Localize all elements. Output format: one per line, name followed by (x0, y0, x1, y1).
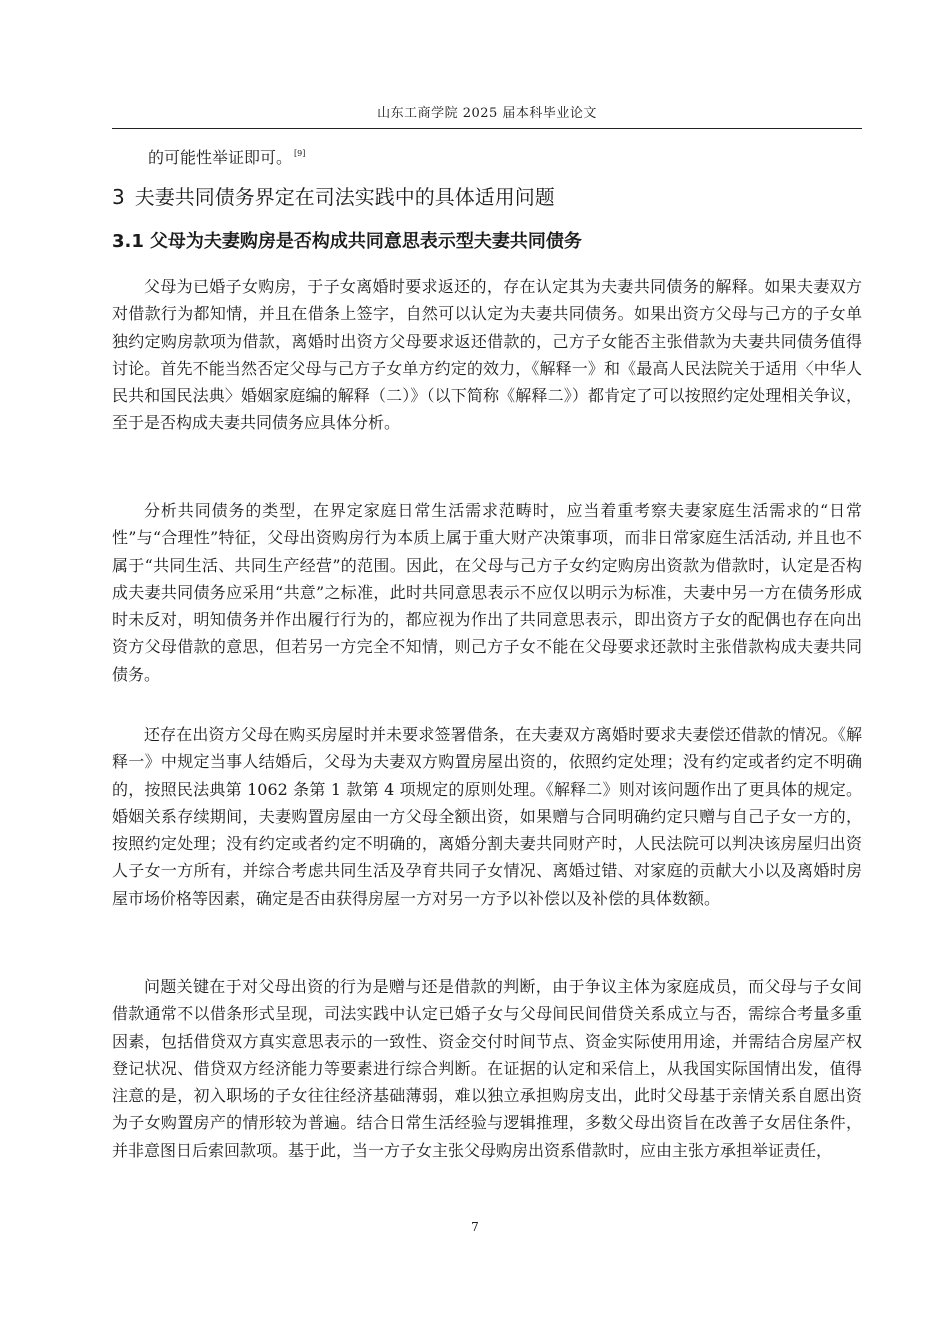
section-heading (112, 182, 555, 212)
paragraph: 还存在出资方父母在购买房屋时并未要求签署借条，在夫妻双方离婚时要求夫妻偿还借款的情况。《解释一》中规定当事人结婚后，父母为夫妻双方购置房屋出资的，依照约定处理；没有约定或者约定不明确的，按照民法典第 1062 条第 1 款第 4 项规定的原则处理。《解释二》则对该问题作出了更具体的规定。婚姻关系存续期间，夫妻购置房屋由一方父母全额出资，如果赠与合同明确约定只赠与自己子女一方的，按照约定处理；没有约定或者约定不明确的，离婚分割夫妻共同财产时，人民法院可以判决该房屋归出资人子女一方所有，并综合考虑共同生活及孕育共同子女情况、离婚过错、对家庭的贡献大小以及离婚时房屋市场价格等因素，确定是否由获得房屋一方对另一方予以补偿以及补偿的具体数额。 (112, 725, 862, 908)
subsection-number: 3.1 (112, 231, 144, 252)
page-number: 7 (471, 1220, 479, 1234)
continuation-line (148, 142, 305, 170)
section-number: 3 (112, 185, 125, 209)
header-rule (112, 128, 862, 129)
subsection-title: 父母为夫妻购房是否构成共同意思表示型夫妻共同债务 (149, 231, 582, 252)
subsection-heading (112, 228, 582, 256)
citation-marker: [9] (294, 149, 306, 158)
section-title: 夫妻共同债务界定在司法实践中的具体适用问题 (134, 185, 555, 209)
continuation-text: 的可能性举证即可。 (148, 148, 293, 167)
paragraph: 分析共同债务的类型，在界定家庭日常生活需求范畴时，应当着重考察夫妻家庭生活需求的“日常性”与“合理性”特征，父母出资购房行为本质上属于重大财产决策事项，而非日常家庭生活活动, 并且也不属于“共同生活、共同生产经营”的范围。因此，在父母与己方子女约定购房出资款为借款时，认定是否构成夫妻共同债务应采用“共意”之标准，此时共同意思表示不应仅以明示为标准，夫妻中另一方在债务形成时未反对，明知债务并作出履行行为的，都应视为作出了共同意思表示，即出资方子女的配偶也存在向出资方父母借款的意思，但若另一方完全不知情，则己方子女不能在父母要求还款时主张借款构成夫妻共同债务。 (112, 501, 862, 684)
paragraph: 问题关键在于对父母出资的行为是赠与还是借款的判断，由于争议主体为家庭成员，而父母与子女间借款通常不以借条形式呈现，司法实践中认定已婚子女与父母间民间借贷关系成立与否，需综合考量多重因素，包括借贷双方真实意思表示的一致性、资金交付时间节点、资金实际使用用途，并需结合房屋产权登记状况、借贷双方经济能力等要素进行综合判断。在证据的认定和采信上，从我国实际国情出发，值得注意的是，初入职场的子女往往经济基础薄弱，难以独立承担购房支出，此时父母基于亲情关系自愿出资为子女购置房产的情形较为普遍。结合日常生活经验与逻辑推理，多数父母出资旨在改善子女居住条件，并非意图日后索回款项。基于此，当一方子女主张父母购房出资系借款时，应由主张方承担举证责任， (112, 977, 862, 1160)
running-header: 山东工商学院 2025 届本科毕业论文 (377, 106, 597, 121)
paragraph: 父母为已婚子女购房，于子女离婚时要求返还的，存在认定其为夫妻共同债务的解释。如果夫妻双方对借款行为都知情，并且在借条上签字，自然可以认定为夫妻共同债务。如果出资方父母与己方的子女单独约定购房款项为借款，离婚时出资方父母要求返还借款的，己方子女能否主张借款为夫妻共同债务值得讨论。首先不能当然否定父母与己方子女单方约定的效力，《解释一》和《最高人民法院关于适用〈中华人民共和国民法典〉婚姻家庭编的解释（二）》（以下简称《解释二》）都肯定了可以按照约定处理相关争议，至于是否构成夫妻共同债务应具体分析。 (112, 277, 862, 433)
